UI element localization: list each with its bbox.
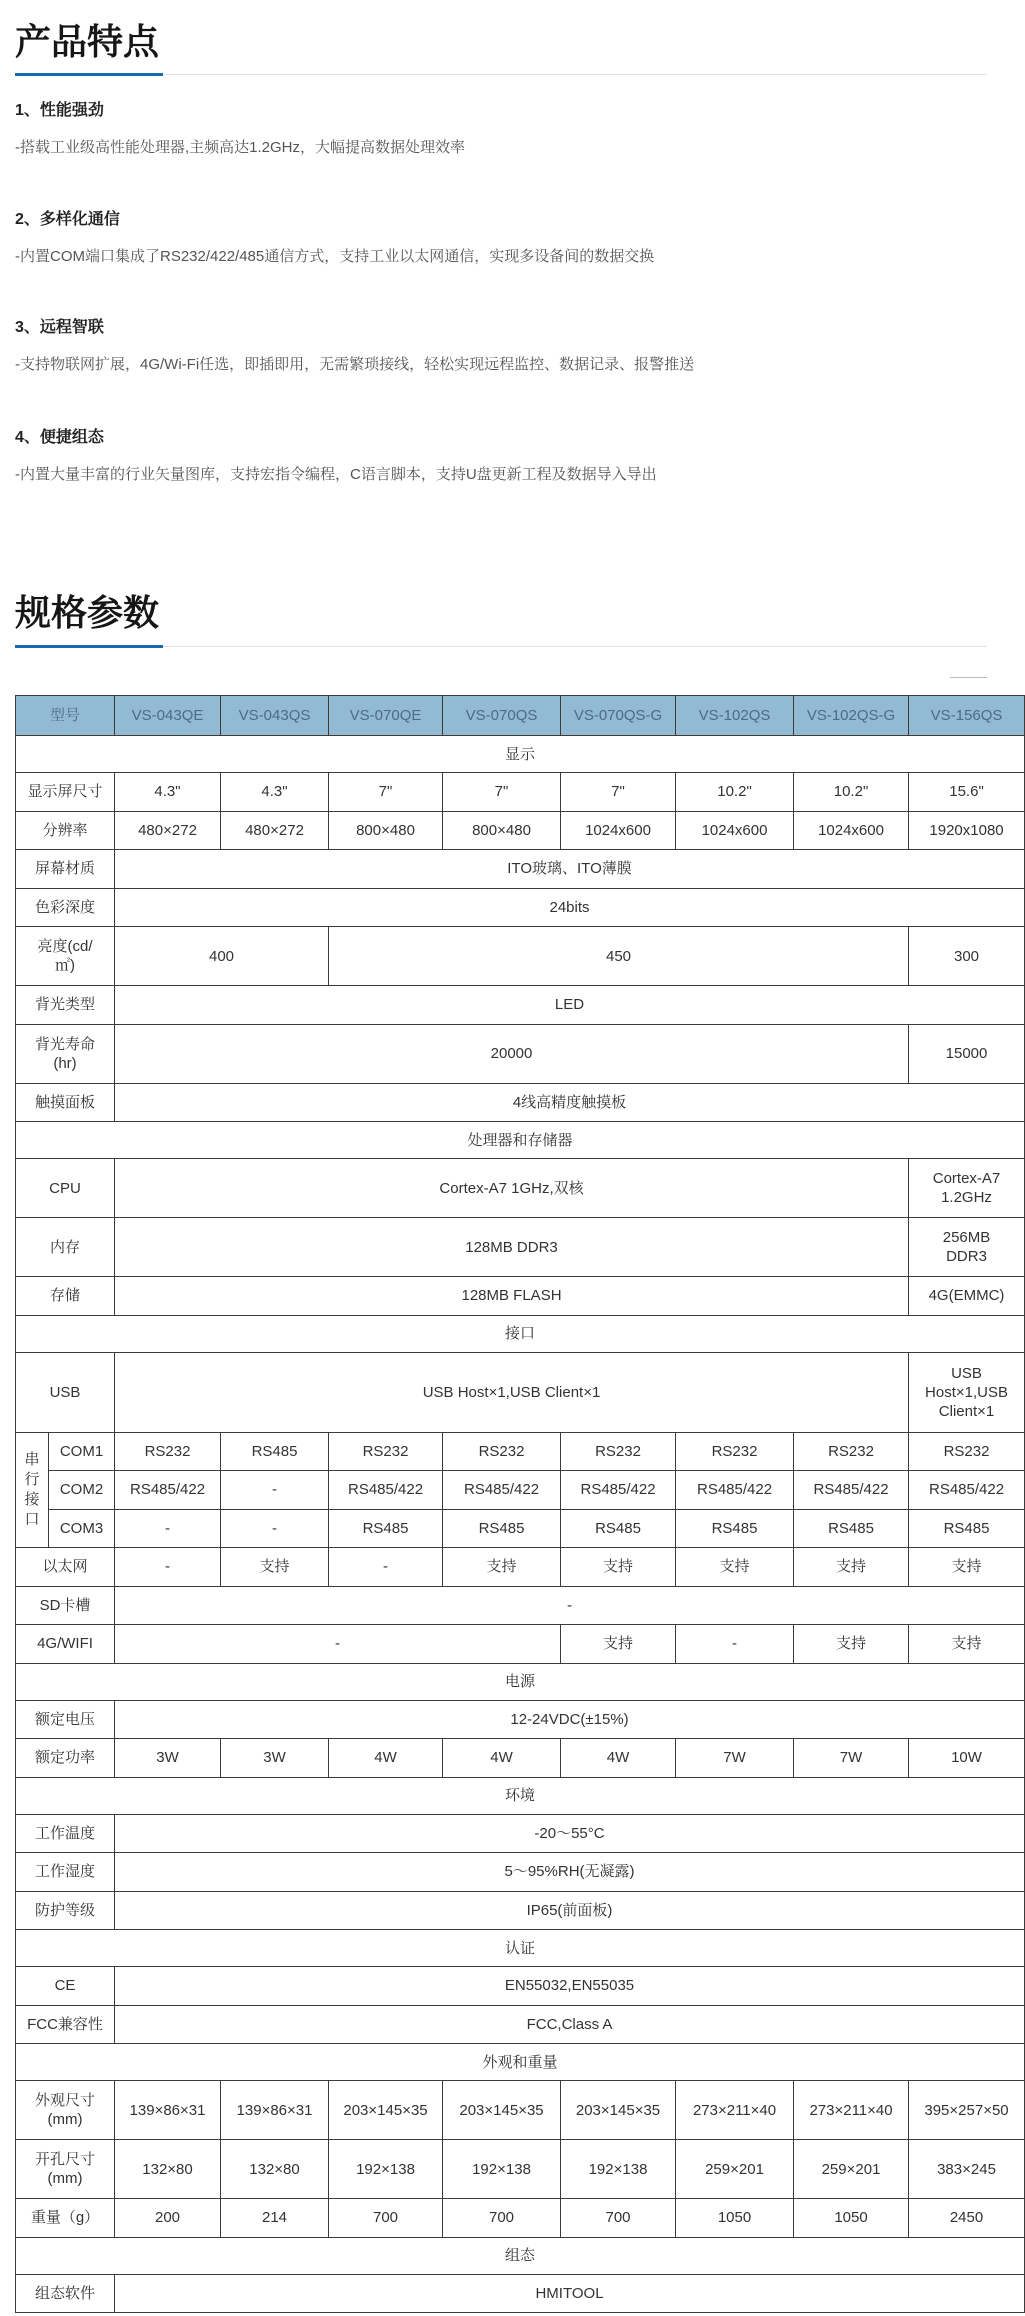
spec-value: 203×145×35 [443,2081,561,2140]
spec-value: RS232 [115,1432,221,1471]
spec-value: RS232 [329,1432,443,1471]
spec-value: 128MB FLASH [115,1277,909,1316]
spec-value: 800×480 [443,811,561,850]
spec-value: 1024x600 [676,811,794,850]
spec-value: 15.6" [909,773,1025,812]
spec-value: 7W [794,1739,909,1778]
spec-section-title: 电源 [16,1663,1025,1700]
spec-label: COM3 [49,1509,115,1548]
spec-section-title: 环境 [16,1777,1025,1814]
spec-row [16,811,1025,850]
spec-value: ITO玻璃、ITO薄膜 [115,850,1025,889]
spec-value: RS485/422 [794,1471,909,1510]
features-heading-rule [15,74,987,75]
spec-section-row [16,1315,1025,1352]
feature-item [15,427,987,486]
spec-value: 203×145×35 [561,2081,676,2140]
spec-model-header: VS-102QS-G [794,696,909,736]
spec-value: 1024x600 [561,811,676,850]
spec-label: 显示屏尺寸 [16,773,115,812]
spec-label: FCC兼容性 [16,2005,115,2044]
features-heading-accent-bar [15,73,163,76]
spec-row [16,1891,1025,1930]
spec-value: 128MB DDR3 [115,1218,909,1277]
spec-section-title: 外观和重量 [16,2044,1025,2081]
spec-value: 700 [561,2199,676,2238]
features-heading: 产品特点 [15,21,160,62]
spec-section-title: 显示 [16,736,1025,773]
spec-header-row [16,696,1025,736]
spec-row [16,2199,1025,2238]
spec-label: 外观尺寸 (mm) [16,2081,115,2140]
spec-row [16,850,1025,889]
spec-section-title: 组态 [16,2237,1025,2274]
spec-section-row [16,1777,1025,1814]
spec-value: LED [115,986,1025,1025]
spec-value: 700 [329,2199,443,2238]
spec-label: 工作温度 [16,1814,115,1853]
spec-value: RS232 [443,1432,561,1471]
spec-row [16,1218,1025,1277]
spec-row [16,2081,1025,2140]
feature-title: 1、性能强劲 [15,102,104,119]
feature-desc: -内置COM端口集成了RS232/422/485通信方式，支持工业以太网通信，实现多设备间的数据交换 [15,248,655,265]
spec-section-title: 接口 [16,1315,1025,1352]
spec-row [16,1814,1025,1853]
spec-value: 5～95%RH(无凝露) [115,1853,1025,1892]
spec-label: 组态软件 [16,2274,115,2313]
spec-row [16,1083,1025,1122]
spec-value: 支持 [676,1548,794,1587]
spec-value: 480×272 [221,811,329,850]
spec-row [16,1700,1025,1739]
spec-value: 1050 [794,2199,909,2238]
spec-value: 132×80 [115,2140,221,2199]
spec-label: USB [16,1352,115,1432]
spec-value: RS485 [794,1509,909,1548]
spec-value: 192×138 [561,2140,676,2199]
spec-model-header: VS-070QS-G [561,696,676,736]
spec-label: 4G/WIFI [16,1625,115,1664]
spec-label: 背光寿命 (hr) [16,1024,115,1083]
spec-row [16,927,1025,986]
specs-heading: 规格参数 [15,592,160,633]
spec-value: 7" [443,773,561,812]
feature-item [15,209,987,268]
spec-row [16,2274,1025,2313]
spec-value: 139×86×31 [221,2081,329,2140]
spec-section-title: 处理器和存储器 [16,1122,1025,1159]
spec-value: IP65(前面板) [115,1891,1025,1930]
spec-value: - [221,1471,329,1510]
spec-value: 395×257×50 [909,2081,1025,2140]
spec-model-label: 型号 [16,696,115,736]
spec-row [16,1432,1025,1471]
spec-value: 支持 [561,1548,676,1587]
spec-label: 工作湿度 [16,1853,115,1892]
spec-value: 259×201 [676,2140,794,2199]
spec-value: 4W [443,1739,561,1778]
spec-value: 支持 [794,1548,909,1587]
spec-value: 1920x1080 [909,811,1025,850]
spec-row [16,1625,1025,1664]
spec-value: 15000 [909,1024,1025,1083]
spec-value: RS485/422 [676,1471,794,1510]
spec-model-header: VS-070QS [443,696,561,736]
feature-title: 3、远程智联 [15,319,104,336]
spec-value: 4W [329,1739,443,1778]
spec-value: 700 [443,2199,561,2238]
spec-value: 139×86×31 [115,2081,221,2140]
spec-value: 支持 [221,1548,329,1587]
spec-model-header: VS-043QS [221,696,329,736]
spec-label: 重量（g） [16,2199,115,2238]
spec-value: - [221,1509,329,1548]
spec-value: - [115,1509,221,1548]
spec-value: 10.2" [676,773,794,812]
spec-label: 开孔尺寸 (mm) [16,2140,115,2199]
spec-value: 7W [676,1739,794,1778]
spec-value: RS485/422 [443,1471,561,1510]
spec-value: 1050 [676,2199,794,2238]
spec-row [16,1159,1025,1218]
spec-value: RS485 [443,1509,561,1548]
spec-value: 400 [115,927,329,986]
spec-row [16,773,1025,812]
spec-value: 200 [115,2199,221,2238]
spec-row [16,1024,1025,1083]
spec-value: - [115,1548,221,1587]
spec-value: 203×145×35 [329,2081,443,2140]
spec-row [16,2140,1025,2199]
feature-desc: -内置大量丰富的行业矢量图库，支持宏指令编程，C语言脚本，支持U盘更新工程及数据导入导出 [15,466,657,483]
spec-label: CPU [16,1159,115,1218]
spec-row [16,1586,1025,1625]
spec-value: 支持 [561,1625,676,1664]
spec-value: RS485 [329,1509,443,1548]
spec-row [16,1739,1025,1778]
spec-value: 132×80 [221,2140,329,2199]
spec-label: 额定功率 [16,1739,115,1778]
spec-value: 4.3" [221,773,329,812]
spec-model-header: VS-070QE [329,696,443,736]
spec-value: RS485/422 [561,1471,676,1510]
feature-item [15,317,987,376]
spec-value: 192×138 [329,2140,443,2199]
spec-row [16,1967,1025,2006]
spec-value: 4G(EMMC) [909,1277,1025,1316]
specs-heading-accent-bar [15,645,163,648]
feature-item [15,100,987,159]
spec-section-row [16,1930,1025,1967]
spec-row [16,888,1025,927]
spec-value: RS485/422 [329,1471,443,1510]
spec-label: 触摸面板 [16,1083,115,1122]
spec-value: EN55032,EN55035 [115,1967,1025,2006]
spec-value: 273×211×40 [676,2081,794,2140]
spec-model-header: VS-102QS [676,696,794,736]
spec-label: 亮度(cd/ ㎡) [16,927,115,986]
spec-value: 支持 [909,1625,1025,1664]
spec-value: - [329,1548,443,1587]
spec-value: RS485 [561,1509,676,1548]
spec-model-header: VS-156QS [909,696,1025,736]
spec-value: 3W [115,1739,221,1778]
feature-desc: -支持物联网扩展，4G/Wi-Fi任选，即插即用，无需繁琐接线，轻松实现远程监控、数据记录、报警推送 [15,356,695,373]
spec-section-row [16,1663,1025,1700]
spec-value: - [115,1625,561,1664]
spec-section-row [16,2044,1025,2081]
feature-title: 4、便捷组态 [15,429,104,446]
spec-value: RS232 [561,1432,676,1471]
spec-value: 24bits [115,888,1025,927]
spec-row [16,1548,1025,1587]
spec-label: COM2 [49,1471,115,1510]
spec-value: RS485 [221,1432,329,1471]
spec-label: 内存 [16,1218,115,1277]
spec-section-title: 认证 [16,1930,1025,1967]
spec-value: -20～55°C [115,1814,1025,1853]
spec-label: 以太网 [16,1548,115,1587]
spec-value: HMITOOL [115,2274,1025,2313]
spec-value: 7" [329,773,443,812]
spec-value: 4.3" [115,773,221,812]
spec-section-row [16,2237,1025,2274]
spec-section-row [16,736,1025,773]
spec-value: RS232 [794,1432,909,1471]
spec-label: 色彩深度 [16,888,115,927]
spec-value: RS485 [909,1509,1025,1548]
spec-label: 防护等级 [16,1891,115,1930]
spec-value: - [115,1586,1025,1625]
spec-value: 1024x600 [794,811,909,850]
spec-value: 20000 [115,1024,909,1083]
spec-table-container[interactable] [15,695,1009,2313]
feature-title: 2、多样化通信 [15,211,120,228]
specs-heading-rule [15,646,987,647]
spec-value: USB Host×1,USB Client×1 [909,1352,1025,1432]
spec-value: RS485/422 [909,1471,1025,1510]
spec-section-row [16,1122,1025,1159]
spec-value: 支持 [443,1548,561,1587]
spec-label: 分辨率 [16,811,115,850]
spec-value: 300 [909,927,1025,986]
spec-group-label: 串 行 接 口 [16,1432,49,1548]
spec-value: 2450 [909,2199,1025,2238]
spec-value: 支持 [909,1548,1025,1587]
spec-value: 383×245 [909,2140,1025,2199]
spec-value: 10W [909,1739,1025,1778]
spec-label: SD卡槽 [16,1586,115,1625]
spec-model-header: VS-043QE [115,696,221,736]
spec-value: RS232 [676,1432,794,1471]
spec-value: 450 [329,927,909,986]
spec-label: CE [16,1967,115,2006]
spec-value: RS485/422 [115,1471,221,1510]
spec-value: RS485 [676,1509,794,1548]
spec-label: 存储 [16,1277,115,1316]
spec-value: 256MB DDR3 [909,1218,1025,1277]
spec-value: 214 [221,2199,329,2238]
spec-row [16,1853,1025,1892]
spec-value: Cortex-A7 1GHz,双核 [115,1159,909,1218]
spec-value: 259×201 [794,2140,909,2199]
spec-value: 4线高精度触摸板 [115,1083,1025,1122]
spec-label: COM1 [49,1432,115,1471]
spec-value: 10.2" [794,773,909,812]
spec-value: 7" [561,773,676,812]
spec-value: Cortex-A7 1.2GHz [909,1159,1025,1218]
divider [950,677,987,678]
spec-value: 480×272 [115,811,221,850]
spec-value: - [676,1625,794,1664]
spec-value: 192×138 [443,2140,561,2199]
spec-row [16,986,1025,1025]
spec-row [16,1277,1025,1316]
spec-value: 3W [221,1739,329,1778]
spec-value: 273×211×40 [794,2081,909,2140]
spec-label: 屏幕材质 [16,850,115,889]
spec-row [16,2005,1025,2044]
spec-value: 800×480 [329,811,443,850]
spec-value: 4W [561,1739,676,1778]
spec-row [16,1352,1025,1432]
spec-value: FCC,Class A [115,2005,1025,2044]
spec-value: 12-24VDC(±15%) [115,1700,1025,1739]
spec-label: 背光类型 [16,986,115,1025]
spec-value: RS232 [909,1432,1025,1471]
spec-row [16,1471,1025,1510]
spec-label: 额定电压 [16,1700,115,1739]
spec-table [15,695,1025,2313]
spec-value: USB Host×1,USB Client×1 [115,1352,909,1432]
spec-row [16,1509,1025,1548]
feature-desc: -搭载工业级高性能处理器,主频高达1.2GHz，大幅提高数据处理效率 [15,139,466,156]
spec-value: 支持 [794,1625,909,1664]
